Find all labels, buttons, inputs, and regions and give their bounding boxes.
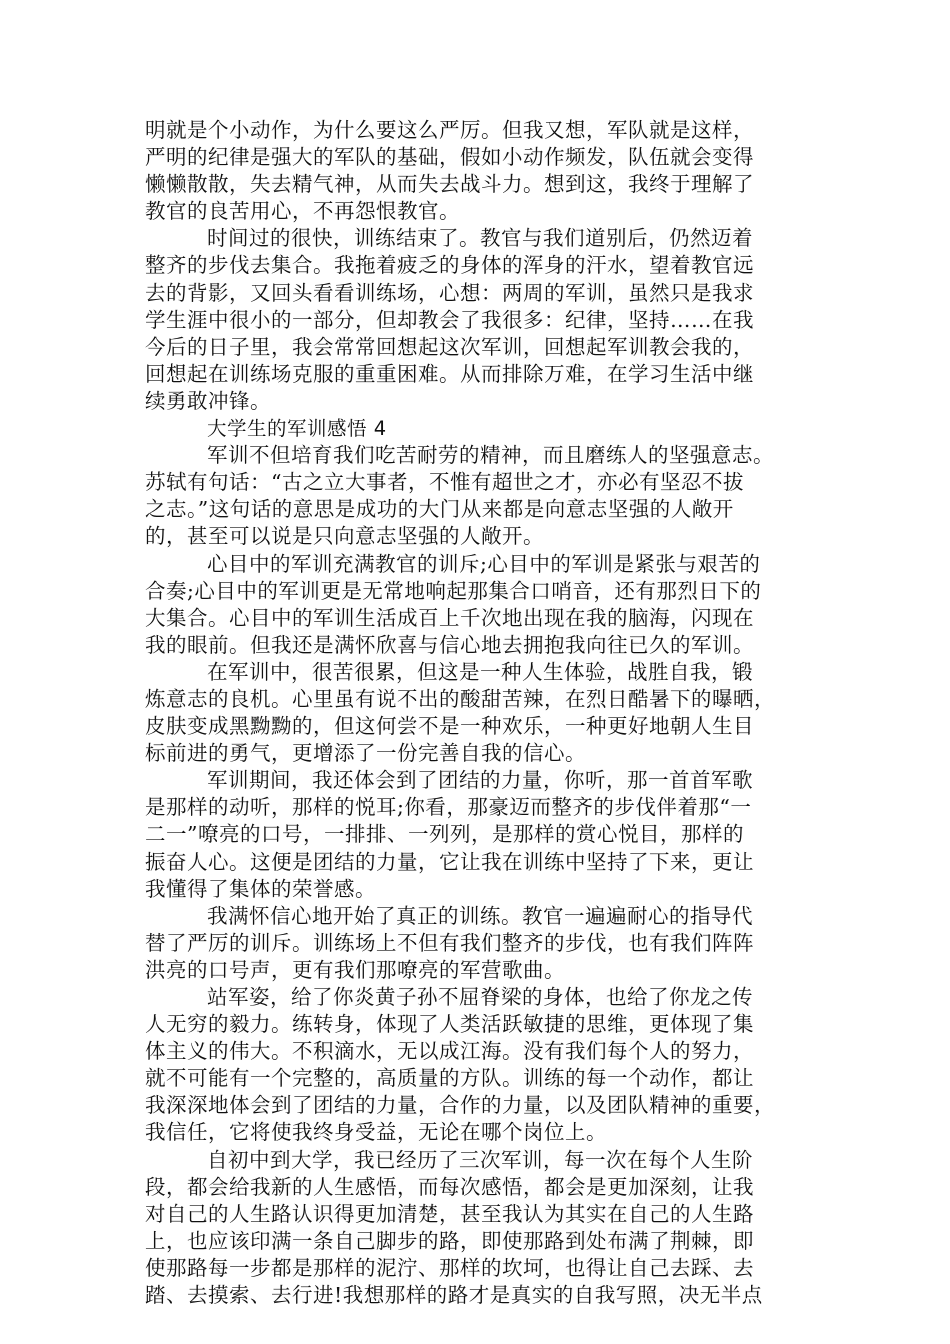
text-line: 我懂得了集体的荣誉感。 <box>145 876 376 901</box>
text-line: 人无穷的毅力。练转身，体现了人类活跃敏捷的思维，更体现了集 <box>145 1012 754 1037</box>
text-line: 使那路每一步都是那样的泥泞、那样的坎坷，也得让自己去踩、去 <box>145 1255 754 1280</box>
text-line: 我的眼前。但我还是满怀欣喜与信心地去拥抱我向往已久的军训。 <box>145 632 754 657</box>
text-line: 回想起在训练场克服的重重困难。从而排除万难，在学习生活中继 <box>145 361 754 386</box>
text-line: 皮肤变成黑黝黝的，但这何尝不是一种欢乐，一种更好地朝人生目 <box>145 714 754 739</box>
paragraph <box>145 117 825 225</box>
section-heading <box>145 415 825 442</box>
paragraph <box>145 1147 825 1310</box>
text-line: 去的背影，又回头看看训练场，心想：两周的军训，虽然只是我求 <box>145 280 754 305</box>
text-line: 续勇敢冲锋。 <box>145 388 271 413</box>
paragraph <box>145 442 825 550</box>
text-line: 今后的日子里，我会常常回想起这次军训，回想起军训教会我的， <box>145 334 754 359</box>
text-line: 自初中到大学，我已经历了三次军训，每一次在每个人生阶 <box>207 1147 753 1172</box>
text-line: 的，甚至可以说是只向意志坚强的人敞开。 <box>145 524 544 549</box>
paragraph <box>145 903 825 984</box>
text-line: 对自己的人生路认识得更加清楚，甚至我认为其实在自己的人生路 <box>145 1201 754 1226</box>
text-line: 大集合。心目中的军训生活成百上千次地出现在我的脑海，闪现在 <box>145 605 754 630</box>
text-line: 我信任，它将使我终身受益，无论在哪个岗位上。 <box>145 1120 607 1145</box>
text-line: 炼意志的良机。心里虽有说不出的酸甜苦辣，在烈日酷暑下的曝晒， <box>145 686 775 711</box>
text-line: 军训不但培育我们吃苦耐劳的精神，而且磨练人的坚强意志。 <box>207 443 774 468</box>
text-line: 上，也应该印满一条自己脚步的路，即使那路到处布满了荆棘，即 <box>145 1228 754 1253</box>
text-line: 站军姿，给了你炎黄子孙不屈脊梁的身体，也给了你龙之传 <box>207 985 753 1009</box>
text-line: 我深深地体会到了团结的力量，合作的力量，以及团队精神的重要， <box>145 1093 775 1118</box>
paragraph <box>145 659 825 767</box>
text-line: 教官的良苦用心，不再怨恨教官。 <box>145 199 460 224</box>
text-line: 是那样的动听，那样的悦耳;你看，那豪迈而整齐的步伐伴着那“一 <box>145 795 752 820</box>
text-line: 段，都会给我新的人生感悟，而每次感悟，都会是更加深刻，让我 <box>145 1174 754 1199</box>
text-line: 之志。”这句话的意思是成功的大门从来都是向意志坚强的人敞开 <box>145 497 734 522</box>
text-line: 体主义的伟大。不积滴水，无以成江海。没有我们每个人的努力， <box>145 1039 754 1064</box>
text-line: 军训期间，我还体会到了团结的力量，你听，那一首首军歌 <box>207 768 753 793</box>
text-line: 明就是个小动作，为什么要这么严厉。但我又想，军队就是这样， <box>145 118 754 142</box>
paragraph <box>145 984 825 1147</box>
text-line: 替了严厉的训斥。训练场上不但有我们整齐的步伐，也有我们阵阵 <box>145 930 754 955</box>
text-line: 时间过的很快，训练结束了。教官与我们道别后，仍然迈着 <box>207 226 753 251</box>
text-line: 懒懒散散，失去精气神，从而失去战斗力。想到这，我终于理解了 <box>145 172 754 197</box>
text-line: 振奋人心。这便是团结的力量，它让我在训练中坚持了下来，更让 <box>145 849 754 874</box>
paragraph <box>145 767 825 902</box>
text-line: 学生涯中很小的一部分，但却教会了我很多：纪律，坚持……在我 <box>145 307 754 332</box>
text-line: 就不可能有一个完整的，高质量的方队。训练的每一个动作，都让 <box>145 1066 754 1091</box>
text-line: 洪亮的口号声，更有我们那嘹亮的军营歌曲。 <box>145 957 565 982</box>
text-line: 苏轼有句话：“古之立大事者，不惟有超世之才，亦必有坚忍不拔 <box>145 470 744 495</box>
text-line: 二一”嘹亮的口号，一排排、一列列，是那样的赏心悦目，那样的 <box>145 822 744 847</box>
text-line: 标前进的勇气，更增添了一份完善自我的信心。 <box>145 741 586 766</box>
text-line: 我满怀信心地开始了真正的训练。教官一遍遍耐心的指导代 <box>207 903 753 928</box>
heading-text: 大学生的军训感悟 4 <box>207 417 387 441</box>
text-line: 心目中的军训充满教官的训斥;心目中的军训是紧张与艰苦的 <box>207 551 761 576</box>
text-line: 踏、去摸索、去行进!我想那样的路才是真实的自我写照，决无半点 <box>145 1283 763 1308</box>
text-line: 整齐的步伐去集合。我拖着疲乏的身体的浑身的汗水，望着教官远 <box>145 253 754 278</box>
text-line: 严明的纪律是强大的军队的基础，假如小动作频发，队伍就会变得 <box>145 145 754 170</box>
text-line: 合奏;心目中的军训更是无常地响起那集合口哨音，还有那烈日下的 <box>145 578 762 603</box>
paragraph <box>145 225 825 415</box>
text-line: 在军训中，很苦很累，但这是一种人生体验，战胜自我，锻 <box>207 659 753 684</box>
paragraph <box>145 551 825 659</box>
document-page <box>145 117 825 1309</box>
